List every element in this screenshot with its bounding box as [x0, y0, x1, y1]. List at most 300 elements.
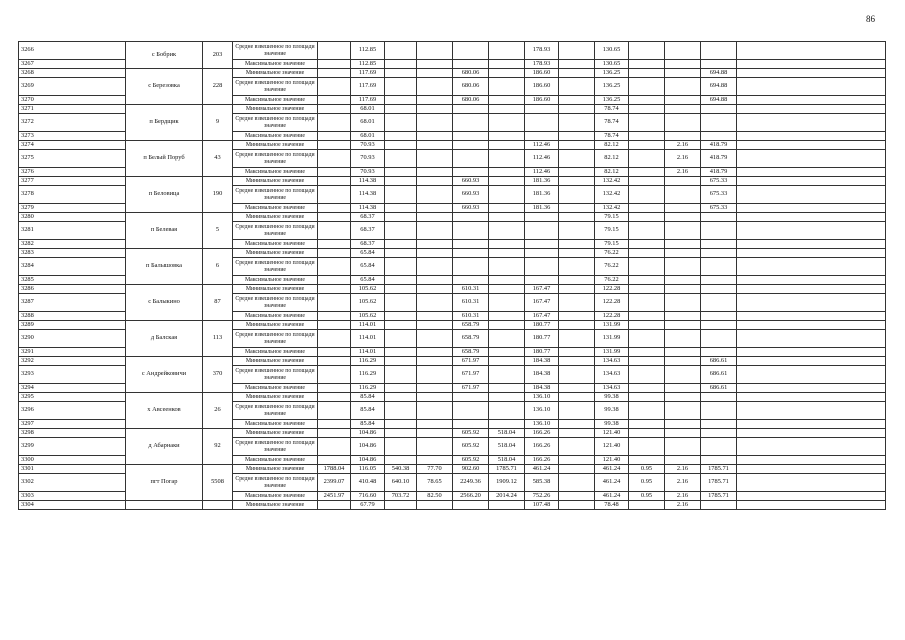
value-cell: [559, 78, 595, 96]
value-cell: [559, 240, 595, 249]
value-cell: 660.93: [453, 186, 489, 204]
value-cell: [737, 348, 886, 357]
value-cell: 675.33: [701, 204, 737, 213]
value-cell: 605.92: [453, 438, 489, 456]
value-cell: [559, 312, 595, 321]
value-type: Средне взвешенное по площади значение: [233, 294, 318, 312]
value-cell: [629, 429, 665, 438]
value-cell: 518.04: [489, 456, 525, 465]
value-cell: 658.79: [453, 348, 489, 357]
value-cell: [489, 240, 525, 249]
value-cell: 99.38: [595, 402, 629, 420]
value-cell: 134.63: [595, 357, 629, 366]
table-row: [19, 141, 886, 150]
value-cell: [417, 384, 453, 393]
value-cell: 716.60: [351, 492, 385, 501]
value-cell: 134.63: [595, 366, 629, 384]
value-cell: 680.06: [453, 69, 489, 78]
value-type: Средне взвешенное по площади значение: [233, 114, 318, 132]
value-cell: [385, 348, 417, 357]
value-cell: [489, 393, 525, 402]
value-cell: [318, 501, 351, 510]
row-id: 3281: [19, 222, 126, 240]
value-cell: [629, 42, 665, 60]
value-cell: 78.74: [595, 132, 629, 141]
value-cell: [417, 168, 453, 177]
value-cell: [737, 150, 886, 168]
value-cell: [559, 294, 595, 312]
row-id: 3297: [19, 420, 126, 429]
value-cell: 680.06: [453, 78, 489, 96]
value-cell: [453, 402, 489, 420]
table-row: [19, 321, 886, 330]
value-cell: [385, 150, 417, 168]
value-cell: [701, 258, 737, 276]
row-id: 3279: [19, 204, 126, 213]
value-cell: 136.10: [525, 420, 559, 429]
value-cell: [629, 150, 665, 168]
value-cell: [629, 330, 665, 348]
settlement-name: п Балышовка: [126, 249, 203, 285]
table-row: [19, 285, 886, 294]
value-cell: [629, 402, 665, 420]
value-cell: [385, 60, 417, 69]
value-cell: 180.77: [525, 330, 559, 348]
row-id: 3282: [19, 240, 126, 249]
value-cell: 181.36: [525, 186, 559, 204]
value-cell: [701, 438, 737, 456]
value-type: Средне взвешенное по площади значение: [233, 438, 318, 456]
value-cell: [665, 402, 701, 420]
value-cell: 112.85: [351, 60, 385, 69]
value-cell: [701, 249, 737, 258]
value-cell: [318, 258, 351, 276]
value-cell: [489, 249, 525, 258]
value-cell: [629, 69, 665, 78]
value-cell: [559, 366, 595, 384]
value-cell: [417, 456, 453, 465]
value-cell: [701, 105, 737, 114]
settlement-name: д Балская: [126, 321, 203, 357]
value-cell: [737, 438, 886, 456]
value-cell: [385, 186, 417, 204]
value-type: Минимальное значение: [233, 105, 318, 114]
value-cell: [559, 96, 595, 105]
value-cell: 114.01: [351, 348, 385, 357]
value-type: Средне взвешенное по площади значение: [233, 42, 318, 60]
value-cell: 112.46: [525, 150, 559, 168]
value-cell: [385, 366, 417, 384]
value-cell: [665, 96, 701, 105]
value-cell: [489, 78, 525, 96]
value-cell: [489, 330, 525, 348]
value-cell: [629, 258, 665, 276]
value-cell: [737, 285, 886, 294]
value-cell: 132.42: [595, 204, 629, 213]
value-cell: [559, 132, 595, 141]
value-cell: [737, 501, 886, 510]
value-cell: [665, 438, 701, 456]
value-type: Максимальное значение: [233, 276, 318, 285]
value-cell: [489, 285, 525, 294]
value-cell: 184.38: [525, 366, 559, 384]
value-cell: [629, 420, 665, 429]
value-cell: 117.69: [351, 96, 385, 105]
value-cell: 658.79: [453, 321, 489, 330]
value-cell: 107.48: [525, 501, 559, 510]
value-cell: [559, 114, 595, 132]
value-cell: 2.16: [665, 474, 701, 492]
value-cell: 131.99: [595, 321, 629, 330]
value-cell: [665, 42, 701, 60]
value-cell: 2.16: [665, 492, 701, 501]
value-cell: [701, 456, 737, 465]
value-type: Максимальное значение: [233, 240, 318, 249]
value-cell: [701, 393, 737, 402]
value-cell: 658.79: [453, 330, 489, 348]
value-cell: [559, 384, 595, 393]
value-cell: 2014.24: [489, 492, 525, 501]
value-cell: 2249.36: [453, 474, 489, 492]
value-cell: [629, 141, 665, 150]
value-cell: [737, 402, 886, 420]
value-cell: 166.26: [525, 429, 559, 438]
settlement-name: х Авсеенков: [126, 393, 203, 429]
value-cell: [701, 429, 737, 438]
value-cell: [318, 456, 351, 465]
value-cell: 540.38: [385, 465, 417, 474]
value-cell: [318, 249, 351, 258]
value-type: Минимальное значение: [233, 393, 318, 402]
settlement-name: с Балыкино: [126, 285, 203, 321]
value-type: Максимальное значение: [233, 204, 318, 213]
value-cell: [417, 249, 453, 258]
value-type: Средне взвешенное по площади значение: [233, 78, 318, 96]
value-cell: [385, 276, 417, 285]
value-cell: 180.77: [525, 321, 559, 330]
row-id: 3290: [19, 330, 126, 348]
value-cell: [318, 285, 351, 294]
value-cell: [559, 141, 595, 150]
tariff-table: [18, 41, 886, 510]
row-id: 3301: [19, 465, 126, 474]
value-cell: 104.86: [351, 456, 385, 465]
value-cell: 136.10: [525, 402, 559, 420]
value-cell: [489, 114, 525, 132]
value-cell: [701, 420, 737, 429]
table-row: [19, 429, 886, 438]
value-cell: [629, 168, 665, 177]
value-cell: [559, 402, 595, 420]
value-cell: [453, 132, 489, 141]
value-cell: 130.65: [595, 60, 629, 69]
value-cell: [665, 276, 701, 285]
row-id: 3283: [19, 249, 126, 258]
value-cell: [385, 402, 417, 420]
value-cell: [629, 249, 665, 258]
value-cell: 605.92: [453, 456, 489, 465]
row-id: 3294: [19, 384, 126, 393]
value-type: Минимальное значение: [233, 321, 318, 330]
value-cell: [318, 213, 351, 222]
value-cell: 85.84: [351, 393, 385, 402]
value-cell: [318, 150, 351, 168]
value-cell: [665, 258, 701, 276]
value-cell: [489, 96, 525, 105]
value-type: Средне взвешенное по площади значение: [233, 330, 318, 348]
value-cell: 610.31: [453, 294, 489, 312]
value-cell: 186.60: [525, 69, 559, 78]
value-type: Минимальное значение: [233, 501, 318, 510]
value-cell: 116.29: [351, 384, 385, 393]
value-cell: [701, 60, 737, 69]
value-cell: [737, 330, 886, 348]
value-cell: [701, 132, 737, 141]
settlement-name: п Белый Поруб: [126, 141, 203, 177]
value-cell: [385, 294, 417, 312]
value-cell: [489, 402, 525, 420]
value-cell: [385, 456, 417, 465]
value-cell: 640.10: [385, 474, 417, 492]
value-cell: 418.79: [701, 141, 737, 150]
value-cell: [385, 429, 417, 438]
value-cell: [665, 393, 701, 402]
value-cell: 186.60: [525, 78, 559, 96]
value-cell: [701, 285, 737, 294]
value-cell: 136.10: [525, 393, 559, 402]
value-cell: [385, 69, 417, 78]
row-id: 3292: [19, 357, 126, 366]
value-cell: 167.47: [525, 294, 559, 312]
value-cell: [559, 492, 595, 501]
value-cell: [559, 150, 595, 168]
value-cell: [525, 105, 559, 114]
value-cell: 461.24: [595, 465, 629, 474]
value-cell: [665, 312, 701, 321]
value-cell: [737, 78, 886, 96]
value-cell: [525, 213, 559, 222]
value-cell: [489, 222, 525, 240]
value-cell: [385, 258, 417, 276]
value-cell: 70.93: [351, 168, 385, 177]
value-cell: [629, 60, 665, 69]
value-cell: [385, 213, 417, 222]
value-cell: 79.15: [595, 213, 629, 222]
value-cell: [318, 42, 351, 60]
value-cell: 2399.07: [318, 474, 351, 492]
value-cell: [629, 384, 665, 393]
value-cell: [417, 60, 453, 69]
value-cell: [559, 456, 595, 465]
table-body: [19, 42, 886, 510]
value-cell: 132.42: [595, 186, 629, 204]
value-cell: 418.79: [701, 168, 737, 177]
value-cell: 167.47: [525, 285, 559, 294]
value-cell: 694.88: [701, 69, 737, 78]
value-cell: [318, 78, 351, 96]
value-cell: 585.38: [525, 474, 559, 492]
value-cell: 79.15: [595, 240, 629, 249]
value-cell: [385, 177, 417, 186]
row-id: 3268: [19, 69, 126, 78]
value-cell: 68.01: [351, 114, 385, 132]
value-cell: [453, 501, 489, 510]
value-cell: [559, 321, 595, 330]
value-cell: 166.26: [525, 456, 559, 465]
value-cell: [453, 222, 489, 240]
value-cell: [665, 222, 701, 240]
value-type: Максимальное значение: [233, 96, 318, 105]
value-cell: 112.46: [525, 168, 559, 177]
value-cell: 2.16: [665, 501, 701, 510]
value-cell: [385, 204, 417, 213]
value-type: Средне взвешенное по площади значение: [233, 402, 318, 420]
population: 43: [203, 141, 233, 177]
value-cell: [737, 42, 886, 60]
value-cell: 418.79: [701, 150, 737, 168]
value-cell: [629, 78, 665, 96]
row-id: 3288: [19, 312, 126, 321]
row-id: 3287: [19, 294, 126, 312]
value-cell: [737, 186, 886, 204]
value-cell: [318, 294, 351, 312]
value-cell: [385, 249, 417, 258]
value-cell: [489, 105, 525, 114]
value-cell: [629, 438, 665, 456]
value-type: Средне взвешенное по площади значение: [233, 150, 318, 168]
value-type: Минимальное значение: [233, 141, 318, 150]
value-cell: 675.33: [701, 186, 737, 204]
value-cell: [489, 213, 525, 222]
value-cell: 136.25: [595, 69, 629, 78]
value-cell: 65.84: [351, 249, 385, 258]
value-cell: [629, 222, 665, 240]
value-cell: 461.24: [595, 474, 629, 492]
value-cell: [559, 213, 595, 222]
value-type: Средне взвешенное по площади значение: [233, 366, 318, 384]
value-cell: [737, 132, 886, 141]
row-id: 3284: [19, 258, 126, 276]
value-cell: 134.63: [595, 384, 629, 393]
value-cell: 2.16: [665, 150, 701, 168]
value-cell: [629, 294, 665, 312]
value-cell: [318, 141, 351, 150]
value-cell: 68.01: [351, 132, 385, 141]
value-cell: 76.22: [595, 276, 629, 285]
value-cell: [559, 348, 595, 357]
value-cell: 117.69: [351, 69, 385, 78]
settlement-name: д Абарнаки: [126, 429, 203, 465]
value-cell: [525, 114, 559, 132]
value-cell: 410.48: [351, 474, 385, 492]
value-cell: [559, 501, 595, 510]
value-cell: 104.86: [351, 429, 385, 438]
value-cell: [629, 276, 665, 285]
value-cell: [385, 78, 417, 96]
value-cell: [318, 330, 351, 348]
value-cell: 686.61: [701, 366, 737, 384]
value-cell: 130.65: [595, 42, 629, 60]
value-cell: [665, 321, 701, 330]
value-cell: [318, 357, 351, 366]
value-type: Минимальное значение: [233, 249, 318, 258]
value-cell: [737, 240, 886, 249]
value-cell: 605.92: [453, 429, 489, 438]
value-cell: 1788.04: [318, 465, 351, 474]
value-cell: [453, 420, 489, 429]
value-cell: [489, 276, 525, 285]
population: 92: [203, 429, 233, 465]
value-cell: 184.38: [525, 384, 559, 393]
value-cell: [665, 294, 701, 312]
value-cell: 136.25: [595, 78, 629, 96]
value-cell: [665, 384, 701, 393]
value-cell: [629, 321, 665, 330]
value-cell: 122.28: [595, 312, 629, 321]
value-cell: [665, 132, 701, 141]
value-cell: 78.48: [595, 501, 629, 510]
value-cell: [737, 168, 886, 177]
value-cell: [318, 438, 351, 456]
value-cell: 78.74: [595, 105, 629, 114]
table-row: [19, 357, 886, 366]
value-cell: 184.38: [525, 357, 559, 366]
row-id: 3266: [19, 42, 126, 60]
value-cell: [453, 168, 489, 177]
population: 87: [203, 285, 233, 321]
value-cell: [385, 141, 417, 150]
value-cell: [385, 105, 417, 114]
value-cell: [417, 114, 453, 132]
row-id: 3273: [19, 132, 126, 141]
value-cell: 82.12: [595, 150, 629, 168]
value-cell: [629, 240, 665, 249]
value-cell: 694.88: [701, 78, 737, 96]
value-cell: [417, 357, 453, 366]
value-cell: 178.93: [525, 42, 559, 60]
value-cell: [417, 69, 453, 78]
value-type: Максимальное значение: [233, 456, 318, 465]
value-cell: 660.93: [453, 204, 489, 213]
value-cell: [417, 150, 453, 168]
row-id: 3302: [19, 474, 126, 492]
value-cell: [665, 114, 701, 132]
value-cell: [318, 429, 351, 438]
row-id: 3303: [19, 492, 126, 501]
value-cell: 2451.97: [318, 492, 351, 501]
value-cell: [318, 114, 351, 132]
value-cell: [525, 222, 559, 240]
value-cell: [525, 240, 559, 249]
value-cell: [385, 438, 417, 456]
value-cell: 1785.71: [489, 465, 525, 474]
value-cell: [417, 105, 453, 114]
value-cell: [559, 177, 595, 186]
value-cell: [629, 96, 665, 105]
value-cell: 104.86: [351, 438, 385, 456]
value-cell: [417, 276, 453, 285]
value-cell: [318, 348, 351, 357]
value-type: Максимальное значение: [233, 420, 318, 429]
value-cell: [417, 213, 453, 222]
population: 26: [203, 393, 233, 429]
value-type: Максимальное значение: [233, 348, 318, 357]
value-cell: 114.38: [351, 186, 385, 204]
value-cell: 181.36: [525, 204, 559, 213]
value-cell: 99.38: [595, 393, 629, 402]
value-cell: [701, 276, 737, 285]
value-cell: [737, 177, 886, 186]
